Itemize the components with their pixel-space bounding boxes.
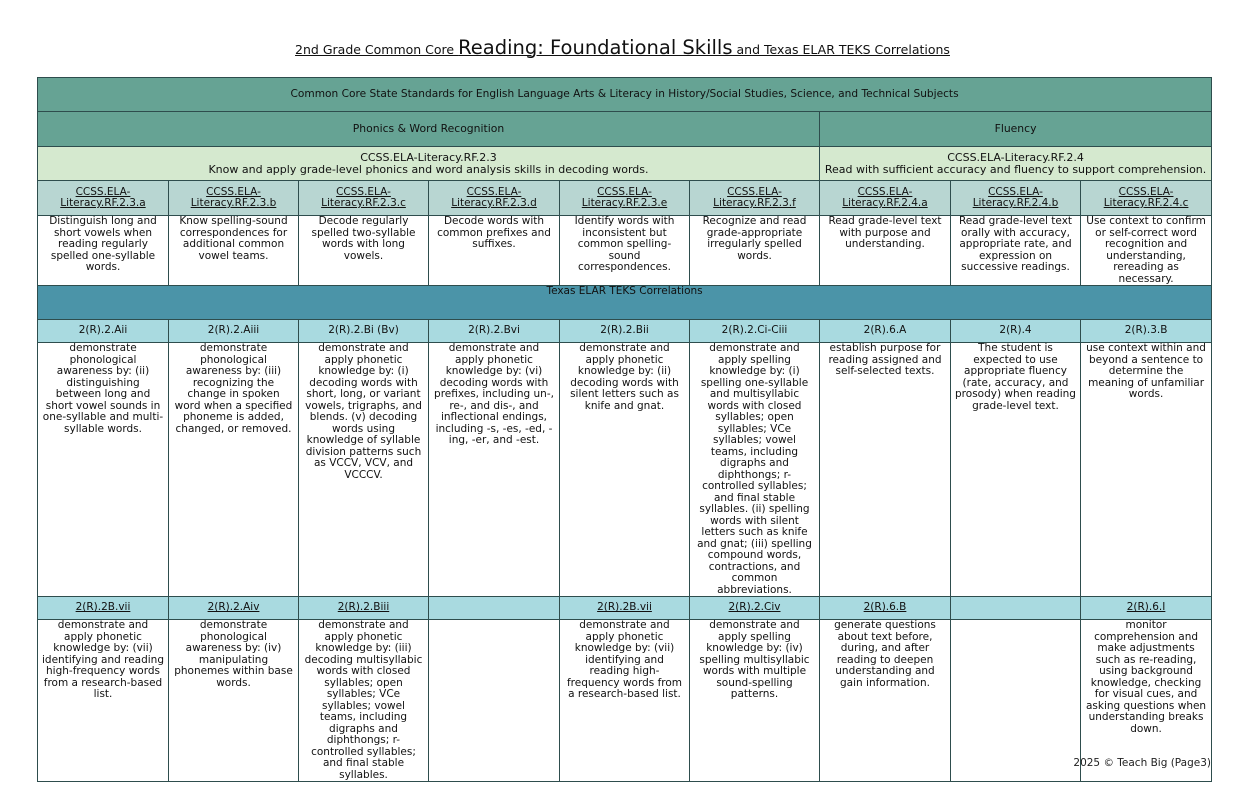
ccss-code-link[interactable]: CCSS.ELA-Literacy.RF.2.3.b — [190, 185, 277, 209]
teks-code: 2(R).2.Bii — [560, 320, 690, 343]
teks-description: demonstrate and apply phonetic knowledge by: (iii) decoding multisyllabic words with closed syllables; open syllables; VCe syllables; vowel teams, including digraphs and diphthongs; r-controlled syllables; and final stable syllables. — [299, 620, 429, 782]
teks-code: 2(R).3.B — [1081, 320, 1212, 343]
teks-description: demonstrate and apply spelling knowledge by: (iv) spelling multisyllabic words with multiple sound-spelling patterns. — [690, 620, 820, 782]
teks-description: The student is expected to use appropriate fluency (rate, accuracy, and prosody) when reading grade-level text. — [951, 343, 1081, 597]
teks-code-link[interactable]: 2(R).6.I — [1126, 601, 1166, 614]
ccss-code-link[interactable]: CCSS.ELA-Literacy.RF.2.3.a — [60, 185, 146, 209]
ccss-code-cell — [299, 181, 429, 216]
teks-description: generate questions about text before, during, and after reading to deepen understanding and gain information. — [820, 620, 951, 782]
cluster-rf-2-4 — [820, 147, 1212, 181]
ccss-code-link[interactable]: CCSS.ELA-Literacy.RF.2.3.c — [321, 185, 406, 209]
teks-description: monitor comprehension and make adjustments such as re-reading, using background knowledge, checking for visual cues, and asking questions when understanding breaks down. — [1081, 620, 1212, 782]
teks-description: demonstrate phonological awareness by: (iii) recognizing the change in spoken word when a specified phoneme is added, changed, or removed. — [169, 343, 299, 597]
ccss-code-cell — [1081, 181, 1212, 216]
teks-description: demonstrate phonological awareness by: (iv) manipulating phonemes within base words. — [169, 620, 299, 782]
ccss-code-link[interactable]: CCSS.ELA-Literacy.RF.2.3.f — [713, 185, 796, 209]
ccss-code-link[interactable]: CCSS.ELA-Literacy.RF.2.3.d — [451, 185, 537, 209]
teks-code-cell — [38, 597, 169, 620]
page-title — [0, 36, 1245, 62]
ccss-code-cell — [560, 181, 690, 216]
domain-phonics: Phonics & Word Recognition — [38, 112, 820, 147]
teks-code-cell — [429, 597, 560, 620]
teks-code-cell — [1081, 597, 1212, 620]
teks-description: establish purpose for reading assigned and self-selected texts. — [820, 343, 951, 597]
teks-description: use context within and beyond a sentence to determine the meaning of unfamiliar words. — [1081, 343, 1212, 597]
teks-code-cell — [560, 597, 690, 620]
ccss-description: Decode words with common prefixes and suffixes. — [429, 216, 560, 286]
ccss-description: Recognize and read grade-appropriate irregularly spelled words. — [690, 216, 820, 286]
domain-fluency: Fluency — [820, 112, 1212, 147]
teks-code: 2(R).6.A — [820, 320, 951, 343]
teks-description: demonstrate and apply phonetic knowledge by: (i) decoding words with short, long, or variant vowels, trigraphs, and blends. (v) decoding words using knowledge of syllable division patterns such as VCCV, VCV, and VCCCV. — [299, 343, 429, 597]
teks-description: demonstrate phonological awareness by: (ii) distinguishing between long and short vowel sounds in one-syllable and multi-syllable words. — [38, 343, 169, 597]
ccss-description: Read grade-level text orally with accuracy, appropriate rate, and expression on successive readings. — [951, 216, 1081, 286]
title-part-1: 2nd Grade Common Core — [295, 42, 459, 57]
cluster-rf-2-3 — [38, 147, 820, 181]
correlation-table — [37, 77, 1212, 782]
ccss-code-cell — [951, 181, 1081, 216]
page-footer: 2025 © Teach Big (Page3) — [1073, 757, 1211, 769]
ccss-code-cell — [690, 181, 820, 216]
teks-code-cell — [820, 597, 951, 620]
ccss-code-link[interactable]: CCSS.ELA-Literacy.RF.2.4.c — [1103, 185, 1189, 209]
ccss-description: Decode regularly spelled two-syllable words with long vowels. — [299, 216, 429, 286]
teks-description — [951, 620, 1081, 782]
teks-code-cell — [299, 597, 429, 620]
ccss-description: Read grade-level text with purpose and understanding. — [820, 216, 951, 286]
teks-code: 2(R).2.Bi (Bv) — [299, 320, 429, 343]
title-part-3: and Texas ELAR TEKS Correlations — [732, 42, 950, 57]
ccss-description: Distinguish long and short vowels when reading regularly spelled one-syllable words. — [38, 216, 169, 286]
ccss-description: Identify words with inconsistent but common spelling-sound correspondences. — [560, 216, 690, 286]
ccss-description: Know spelling-sound correspondences for additional common vowel teams. — [169, 216, 299, 286]
teks-code-cell — [951, 597, 1081, 620]
teks-code-link[interactable]: 2(R).2.Biii — [337, 601, 390, 614]
ccss-code-link[interactable]: CCSS.ELA-Literacy.RF.2.4.a — [842, 185, 928, 209]
teks-code-link[interactable]: 2(R).2B.vii — [75, 601, 131, 614]
cluster-text: Read with sufficient accuracy and fluency to support comprehension. — [824, 162, 1207, 176]
ccss-description: Use context to confirm or self-correct word recognition and understanding, rereading as necessary. — [1081, 216, 1212, 286]
teks-description — [429, 620, 560, 782]
teks-code-link[interactable]: 2(R).6.B — [863, 601, 907, 614]
cluster-code: CCSS.ELA-Literacy.RF.2.3 — [360, 150, 497, 164]
teks-description: demonstrate and apply phonetic knowledge by: (vii) identifying and reading high-frequency words from a research-based list. — [560, 620, 690, 782]
teks-description: demonstrate and apply phonetic knowledge by: (vi) decoding words with prefixes, including un-, re-, and dis-, and inflectional endings, including -s, -es, -ed, -ing, -er, and -est. — [429, 343, 560, 597]
ccss-code-cell — [38, 181, 169, 216]
title-part-2: Reading: Foundational Skills — [458, 36, 733, 59]
cluster-code: CCSS.ELA-Literacy.RF.2.4 — [947, 150, 1084, 164]
teks-code-cell — [169, 597, 299, 620]
teks-description: demonstrate and apply phonetic knowledge by: (vii) identifying and reading high-frequency words from a research-based list. — [38, 620, 169, 782]
teks-code-link[interactable]: 2(R).2.Civ — [728, 601, 781, 614]
ccss-code-cell — [820, 181, 951, 216]
teks-code: 2(R).2.Bvi — [429, 320, 560, 343]
teks-description: demonstrate and apply phonetic knowledge by: (ii) decoding words with silent letters such as knife and gnat. — [560, 343, 690, 597]
teks-description: demonstrate and apply spelling knowledge by: (i) spelling one-syllable and multisyllabic words with closed syllables; open syllables; VCe syllables; vowel teams, including digraphs and diphthongs; r-controlled syllables; and final stable syllables. (ii) spelling words with silent letters such as knife and gnat; (iii) spelling compound words, contractions, and common abbreviations. — [690, 343, 820, 597]
teks-code-cell — [690, 597, 820, 620]
ccss-code-link[interactable]: CCSS.ELA-Literacy.RF.2.4.b — [972, 185, 1059, 209]
ccss-code-link[interactable]: CCSS.ELA-Literacy.RF.2.3.e — [581, 185, 668, 209]
ccss-code-cell — [429, 181, 560, 216]
teks-code: 2(R).2.Aiii — [169, 320, 299, 343]
ccss-code-cell — [169, 181, 299, 216]
teks-code: 2(R).2.Ci-Ciii — [690, 320, 820, 343]
teks-code-link[interactable]: 2(R).2.Aiv — [207, 601, 260, 614]
table-header: Common Core State Standards for English Language Arts & Literacy in History/Social Studies, Science, and Technical Subjects — [38, 78, 1212, 112]
teks-code: 2(R).2.Aii — [38, 320, 169, 343]
teks-code: 2(R).4 — [951, 320, 1081, 343]
teks-code-link[interactable]: 2(R).2B.vii — [597, 601, 652, 614]
cluster-text: Know and apply grade-level phonics and word analysis skills in decoding words. — [208, 162, 649, 176]
teks-banner: Texas ELAR TEKS Correlations — [38, 286, 1212, 320]
